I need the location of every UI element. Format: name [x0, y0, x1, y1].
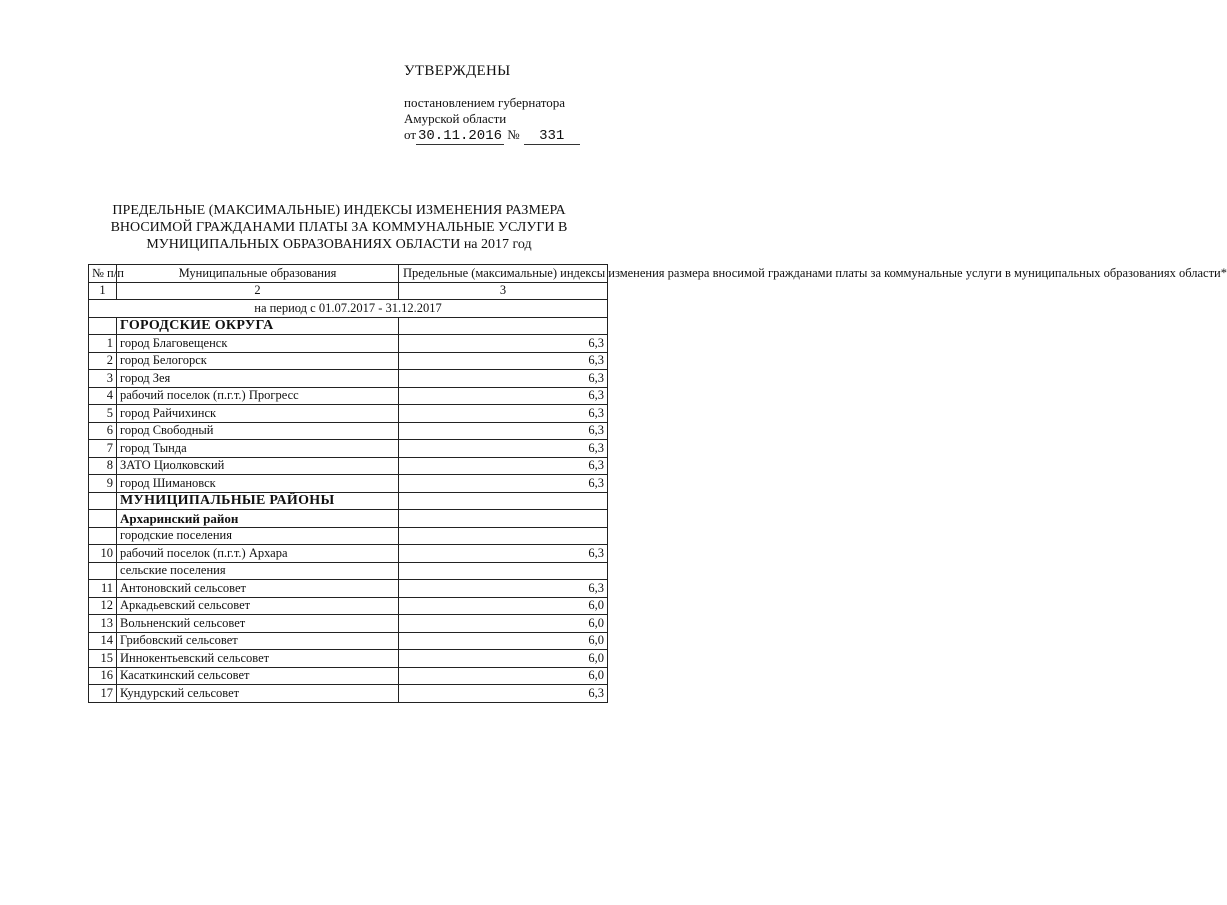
decree-date: 30.11.2016	[418, 128, 503, 144]
row-index-value: 6,3	[399, 685, 608, 703]
row-municipality: сельские поселения	[117, 562, 399, 580]
row-municipality: МУНИЦИПАЛЬНЫЕ РАЙОНЫ	[117, 492, 399, 510]
row-index-value: 6,3	[399, 352, 608, 370]
row-number: 13	[89, 615, 117, 633]
decree-number: 331	[524, 129, 580, 145]
table-row	[89, 615, 608, 633]
row-number: 10	[89, 545, 117, 563]
table-row	[89, 440, 608, 458]
row-number: 11	[89, 580, 117, 598]
row-number: 5	[89, 405, 117, 423]
table-row	[89, 335, 608, 353]
table-row	[89, 562, 608, 580]
row-index-value: 6,0	[399, 632, 608, 650]
row-municipality: Касаткинский сельсовет	[117, 667, 399, 685]
row-number: 1	[89, 335, 117, 353]
row-index-value	[399, 317, 608, 335]
decree-date-number	[404, 127, 580, 145]
row-municipality: Вольненский сельсовет	[117, 615, 399, 633]
row-municipality: ЗАТО Циолковский	[117, 457, 399, 475]
title-line-3-year: на 2017 год	[463, 237, 532, 252]
title-line-2: ВНОСИМОЙ ГРАЖДАНАМИ ПЛАТЫ ЗА КОММУНАЛЬНЫЕ УСЛУГИ В	[110, 220, 568, 235]
row-number: 15	[89, 650, 117, 668]
row-municipality: город Зея	[117, 370, 399, 388]
title-line-3-main: МУНИЦИПАЛЬНЫХ ОБРАЗОВАНИЯХ ОБЛАСТИ	[146, 237, 461, 252]
row-number	[89, 527, 117, 545]
table-row	[89, 352, 608, 370]
table-row	[89, 597, 608, 615]
row-number: 17	[89, 685, 117, 703]
table-row	[89, 475, 608, 493]
column-number-2: 2	[117, 282, 399, 300]
row-index-value: 6,3	[399, 405, 608, 423]
header-municipality: Муниципальные образования	[117, 265, 399, 283]
row-number: 7	[89, 440, 117, 458]
row-municipality: Грибовский сельсовет	[117, 632, 399, 650]
table-row	[89, 422, 608, 440]
row-municipality: город Благовещенск	[117, 335, 399, 353]
table-row	[89, 492, 608, 510]
row-municipality: рабочий поселок (п.г.т.) Прогресс	[117, 387, 399, 405]
row-municipality: Аркадьевский сельсовет	[117, 597, 399, 615]
row-number: 14	[89, 632, 117, 650]
row-index-value: 6,3	[399, 440, 608, 458]
table-row	[89, 650, 608, 668]
row-number: 3	[89, 370, 117, 388]
row-number: 4	[89, 387, 117, 405]
table-row	[89, 685, 608, 703]
table-row	[89, 457, 608, 475]
table-row	[89, 545, 608, 563]
from-label: от	[404, 127, 417, 142]
row-number: 8	[89, 457, 117, 475]
row-number: 6	[89, 422, 117, 440]
column-number-row	[89, 282, 608, 300]
table-row	[89, 405, 608, 423]
table-row	[89, 510, 608, 528]
row-municipality: Архаринский район	[117, 510, 399, 528]
row-index-value: 6,0	[399, 597, 608, 615]
table-row	[89, 387, 608, 405]
row-index-value	[399, 527, 608, 545]
header-index: Предельные (максимальные) индексы изменения размера вносимой гражданами платы за коммунальные услуги в муниципальных образованиях области*	[399, 265, 608, 283]
table-row	[89, 317, 608, 335]
row-municipality: город Шимановск	[117, 475, 399, 493]
row-municipality: Иннокентьевский сельсовет	[117, 650, 399, 668]
row-index-value: 6,3	[399, 422, 608, 440]
decree-line-2: Амурской области	[404, 111, 507, 126]
column-number-1: 1	[89, 282, 117, 300]
row-number	[89, 492, 117, 510]
row-number: 12	[89, 597, 117, 615]
table-row	[89, 667, 608, 685]
table-row	[89, 527, 608, 545]
row-number: 16	[89, 667, 117, 685]
row-municipality: город Тында	[117, 440, 399, 458]
row-index-value: 6,3	[399, 545, 608, 563]
row-number: 2	[89, 352, 117, 370]
title-line-3	[98, 236, 580, 253]
row-index-value: 6,3	[399, 580, 608, 598]
row-municipality: город Свободный	[117, 422, 399, 440]
row-index-value: 6,0	[399, 650, 608, 668]
title-line-1: ПРЕДЕЛЬНЫЕ (МАКСИМАЛЬНЫЕ) ИНДЕКСЫ ИЗМЕНЕНИЯ РАЗМЕРА	[112, 203, 566, 218]
row-number: 9	[89, 475, 117, 493]
number-label: №	[507, 127, 520, 142]
document-title	[98, 202, 580, 253]
row-municipality: Кундурский сельсовет	[117, 685, 399, 703]
table-header-row	[89, 265, 608, 283]
period-label: на период с 01.07.2017 - 31.12.2017	[89, 300, 608, 318]
row-number	[89, 510, 117, 528]
row-number	[89, 562, 117, 580]
row-index-value: 6,0	[399, 615, 608, 633]
row-municipality: городские поселения	[117, 527, 399, 545]
row-municipality: город Белогорск	[117, 352, 399, 370]
table-row	[89, 580, 608, 598]
row-municipality: город Райчихинск	[117, 405, 399, 423]
row-number	[89, 317, 117, 335]
row-index-value: 6,3	[399, 387, 608, 405]
table-row	[89, 370, 608, 388]
period-row	[89, 300, 608, 318]
table-row	[89, 632, 608, 650]
indices-table	[88, 264, 1227, 703]
row-index-value: 6,3	[399, 370, 608, 388]
row-index-value: 6,3	[399, 335, 608, 353]
approval-heading: УТВЕРЖДЕНЫ	[404, 63, 511, 79]
row-index-value: 6,3	[399, 457, 608, 475]
row-municipality: рабочий поселок (п.г.т.) Архара	[117, 545, 399, 563]
column-number-3: 3	[399, 282, 608, 300]
decree-line-1: постановлением губернатора	[404, 95, 566, 110]
row-municipality: Антоновский сельсовет	[117, 580, 399, 598]
row-index-value: 6,3	[399, 475, 608, 493]
header-number: № п/п	[89, 265, 117, 283]
row-municipality: ГОРОДСКИЕ ОКРУГА	[117, 317, 399, 335]
row-index-value	[399, 562, 608, 580]
row-index-value	[399, 510, 608, 528]
row-index-value	[399, 492, 608, 510]
row-index-value: 6,0	[399, 667, 608, 685]
decree-reference	[404, 95, 580, 145]
